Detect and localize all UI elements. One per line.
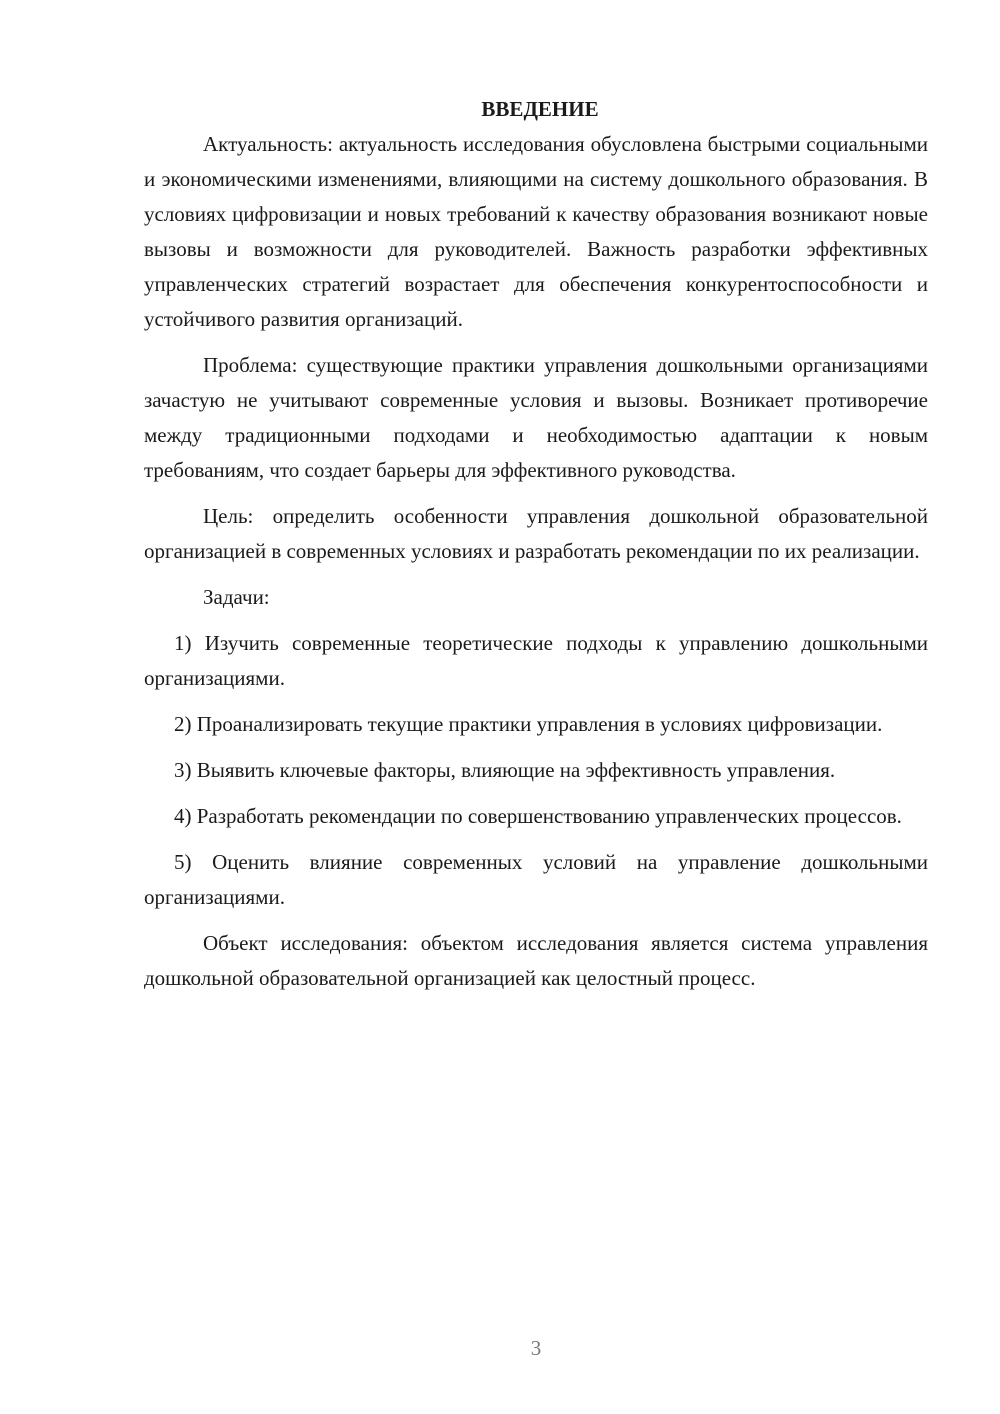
section-title: ВВЕДЕНИЕ xyxy=(481,97,599,121)
tasks-heading: Задачи: xyxy=(203,585,270,609)
paragraph-object: Объект исследования: объектом исследования является система управления дошкольной образовательной организацией как целостный процесс. xyxy=(144,931,928,990)
document-page xyxy=(144,92,928,1007)
paragraph-relevance: Актуальность: актуальность исследования обусловлена быстрыми социальными и экономическими изменениями, влияющими на систему дошкольного образования. В условиях цифровизации и новых требований к качеству образования возникают новые вызовы и возможности для руководителей. Важность разработки эффективных управленческих стратегий возрастает для обеспечения конкурентоспособности и устойчивого развития организаций. xyxy=(144,132,928,331)
task-item: 3) Выявить ключевые факторы, влияющие на эффективность управления. xyxy=(174,758,836,782)
task-item: 5) Оценить влияние современных условий на управление дошкольными организациями. xyxy=(144,850,928,909)
task-item: 1) Изучить современные теоретические подходы к управлению дошкольными организациями. xyxy=(144,631,928,690)
paragraph-goal: Цель: определить особенности управления дошкольной образовательной организацией в современных условиях и разработать рекомендации по их реализации. xyxy=(144,504,928,563)
task-item: 2) Проанализировать текущие практики управления в условиях цифровизации. xyxy=(174,712,883,736)
page-number: 3 xyxy=(530,1336,542,1360)
task-item: 4) Разработать рекомендации по совершенствованию управленческих процессов. xyxy=(174,804,902,828)
paragraph-problem: Проблема: существующие практики управления дошкольными организациями зачастую не учитывают современные условия и вызовы. Возникает противоречие между традиционными подходами и необходимостью адаптации к новым требованиям, что создает барьеры для эффективного руководства. xyxy=(144,353,928,482)
